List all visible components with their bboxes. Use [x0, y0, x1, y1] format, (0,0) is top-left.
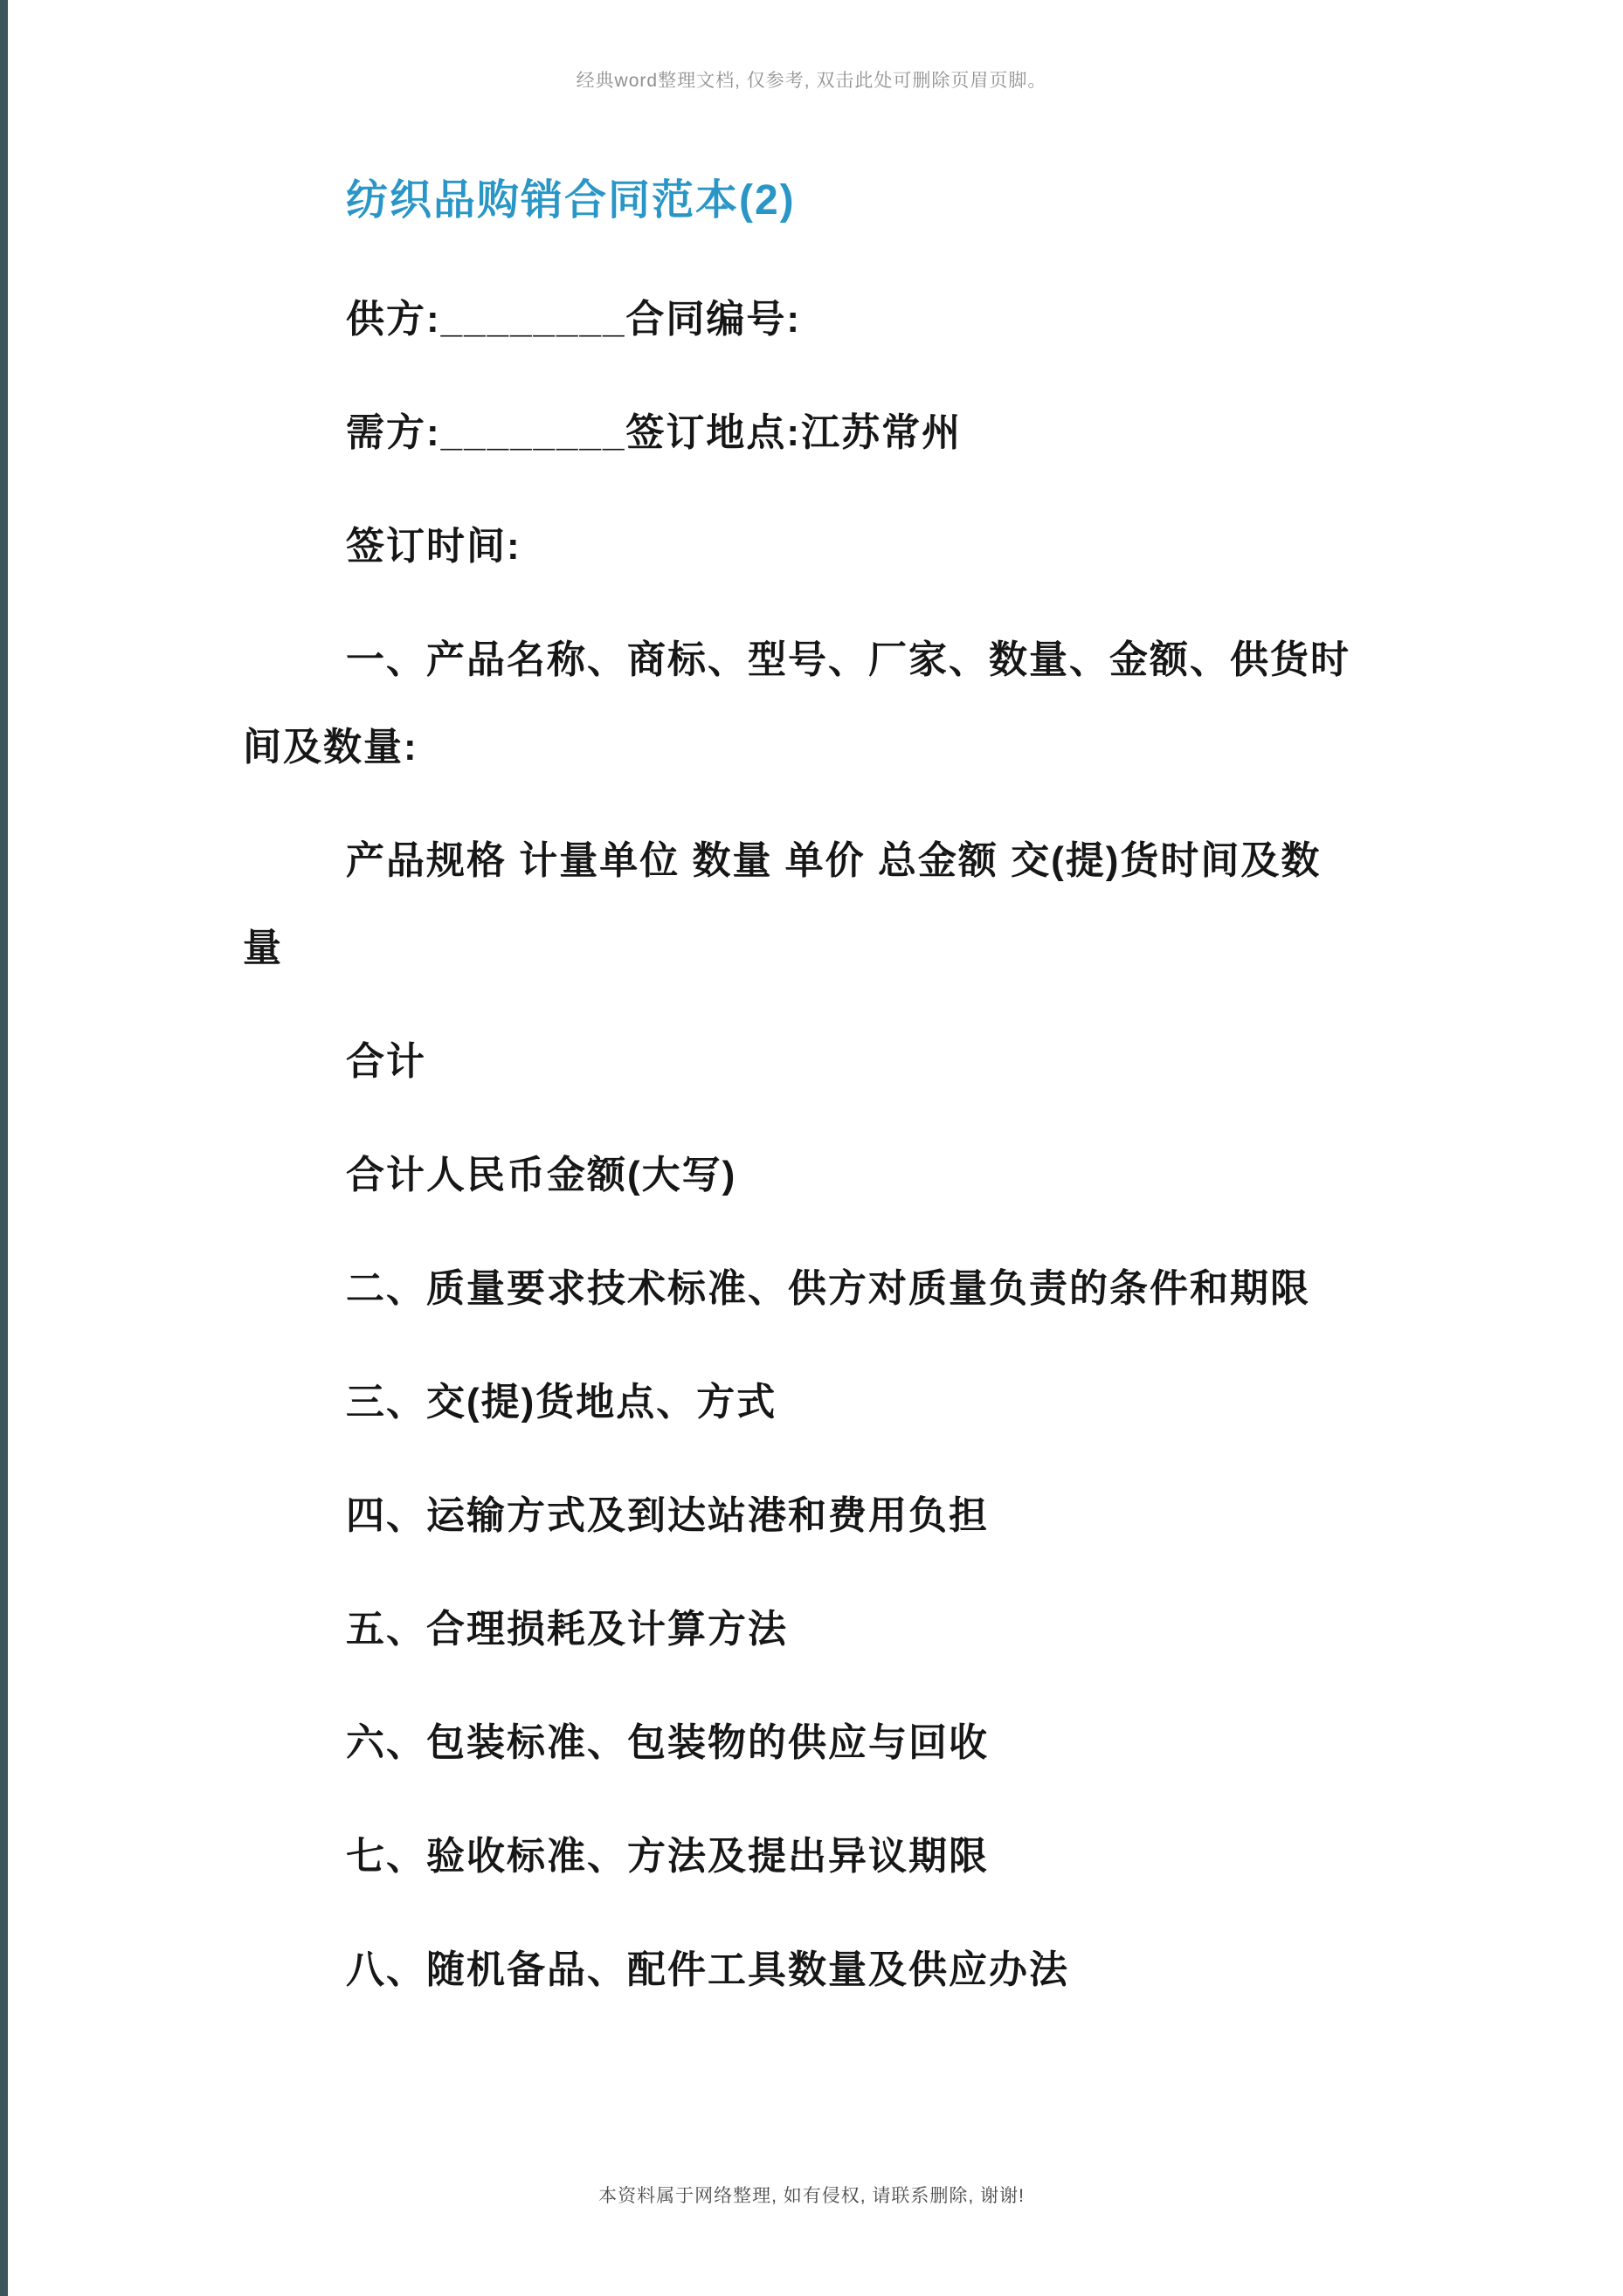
paragraph-section-1 [243, 617, 1396, 791]
footer-note: 本资料属于网络整理, 如有侵权, 请联系删除, 谢谢! [598, 2186, 1025, 2206]
doc-line: 四、运输方式及到达站港和费用负担 [346, 1494, 989, 1537]
paragraph-section-6 [243, 1700, 1396, 1787]
doc-line: 五、合理损耗及计算方法 [346, 1608, 788, 1651]
header-note: 经典word整理文档, 仅参考, 双击此处可删除页眉页脚。 [576, 71, 1047, 91]
doc-line: 量 [243, 927, 283, 969]
paragraph-sign-time [243, 503, 1396, 590]
doc-line: 二、质量要求技术标准、供方对质量负责的条件和期限 [346, 1267, 1310, 1310]
paragraph-total-amount [243, 1132, 1396, 1219]
paragraph-section-4 [243, 1472, 1396, 1560]
paragraph-section-2 [243, 1245, 1396, 1333]
paragraph-section-5 [243, 1586, 1396, 1673]
doc-line: 三、交(提)货地点、方式 [346, 1381, 777, 1424]
page-title: 纺织品购销合同范本(2) [346, 177, 796, 224]
doc-line: 产品规格 计量单位 数量 单价 总金额 交(提)货时间及数 [346, 839, 1322, 882]
doc-line: 合计 [346, 1040, 426, 1083]
doc-line: 需方:________签订地点:江苏常州 [346, 411, 963, 454]
paragraph-section-8 [243, 1927, 1396, 2014]
doc-line: 供方:________合同编号: [346, 298, 802, 341]
doc-line: 间及数量: [243, 726, 418, 769]
paragraph-supplier [243, 276, 1396, 363]
left-accent-bar [0, 0, 8, 2296]
doc-line: 六、包装标准、包装物的供应与回收 [346, 1721, 989, 1764]
doc-line: 合计人民币金额(大写) [346, 1154, 737, 1196]
doc-line: 八、随机备品、配件工具数量及供应办法 [346, 1948, 1069, 1991]
paragraph-buyer [243, 390, 1396, 477]
doc-line: 一、产品名称、商标、型号、厂家、数量、金额、供货时 [346, 638, 1350, 681]
document-body [243, 157, 1396, 2040]
doc-line: 签订时间: [346, 525, 521, 568]
paragraph-section-3 [243, 1359, 1396, 1446]
paragraph-section-7 [243, 1813, 1396, 1900]
doc-line: 七、验收标准、方法及提出异议期限 [346, 1835, 989, 1878]
paragraph-spec-columns [243, 817, 1396, 992]
paragraph-total [243, 1018, 1396, 1106]
